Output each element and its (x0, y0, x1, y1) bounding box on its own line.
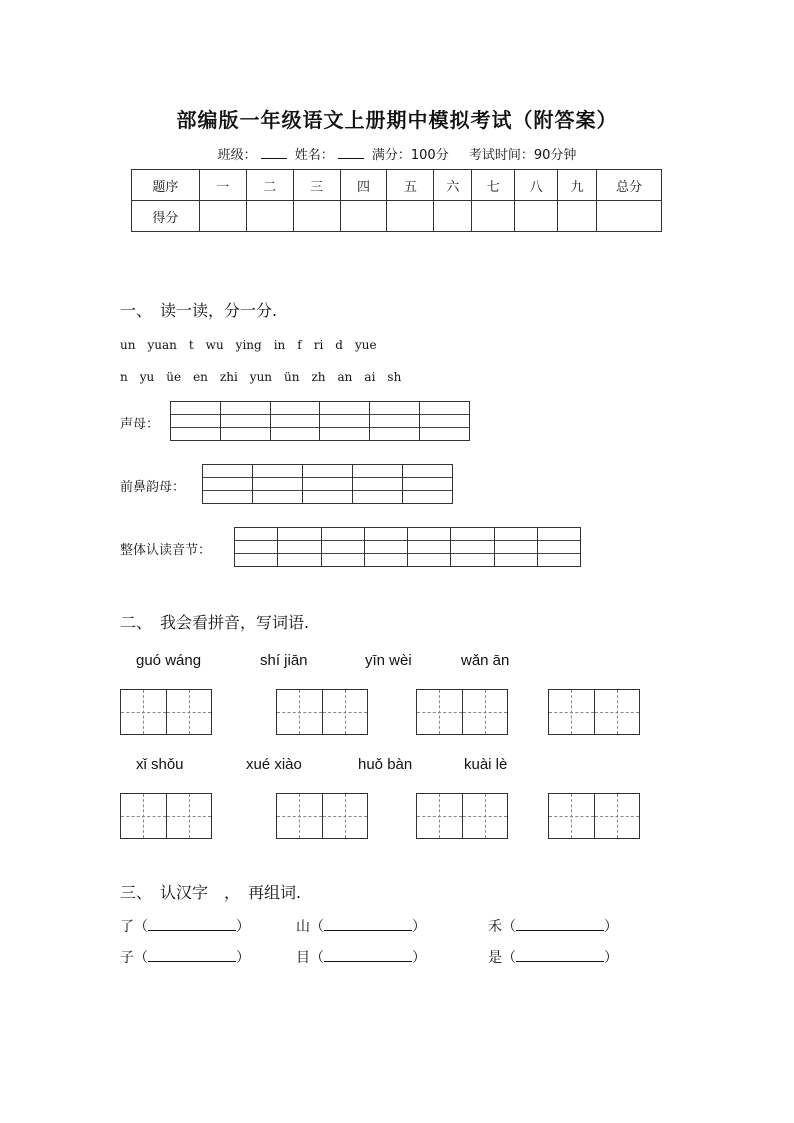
section2-heading: 二、 我会看拼音，写词语. (120, 613, 310, 632)
answer-blank[interactable] (148, 949, 236, 962)
score-table (131, 169, 662, 232)
class-blank[interactable] (261, 146, 287, 159)
char: 了 (120, 919, 134, 935)
full-score: 满分：100分 (371, 148, 449, 163)
class-label: 班级： (217, 148, 257, 163)
pinyin-word: xué xiào (246, 756, 302, 773)
score-cell[interactable] (293, 201, 340, 232)
pinyin-word: xǐ shǒu (136, 756, 184, 773)
score-cell[interactable] (597, 201, 662, 232)
score-header-row (132, 170, 662, 201)
zhengti-grid[interactable] (234, 527, 581, 567)
section1-heading: 一、 读一读，分一分. (120, 301, 278, 320)
student-info (0, 144, 794, 163)
name-blank[interactable] (338, 146, 364, 159)
score-cell[interactable] (472, 201, 515, 232)
answer-blank[interactable] (324, 949, 412, 962)
score-cell[interactable] (246, 201, 293, 232)
score-cell[interactable] (199, 201, 246, 232)
char-item: 山（ ） (296, 919, 426, 935)
char-item: 是（ ） (488, 950, 618, 966)
score-value-row (132, 201, 662, 232)
score-cell[interactable] (515, 201, 558, 232)
exam-time: 考试时间：90分钟 (468, 148, 577, 163)
pinyin-word: huǒ bàn (358, 756, 413, 773)
tianzige-box[interactable] (548, 689, 640, 735)
pinyin-word: guó wáng (136, 652, 202, 669)
pinyin-word: yīn wèi (365, 652, 412, 669)
name-label: 姓名： (294, 148, 334, 163)
answer-blank[interactable] (324, 918, 412, 931)
pinyin-word: shí jiān (260, 652, 308, 669)
qianbi-label: 前鼻韵母： (120, 480, 186, 495)
tianzige-box[interactable] (120, 689, 212, 735)
pinyin-line-1: un yuan t wu ying in f ri d yue (120, 338, 377, 352)
score-header-cell: 一 (199, 170, 246, 201)
score-header-cell: 八 (515, 170, 558, 201)
pinyin-line-2: n yu üe en zhi yun ün zh an ai sh (120, 370, 402, 384)
tianzige-box[interactable] (416, 689, 508, 735)
answer-blank[interactable] (516, 918, 604, 931)
answer-blank[interactable] (516, 949, 604, 962)
tianzige-box[interactable] (416, 793, 508, 839)
qianbi-grid[interactable] (202, 464, 453, 504)
score-header-cell: 四 (340, 170, 387, 201)
tianzige-box[interactable] (276, 689, 368, 735)
page-title: 部编版一年级语文上册期中模拟考试（附答案） (176, 108, 618, 132)
score-cell[interactable] (558, 201, 597, 232)
char: 子 (120, 950, 134, 966)
score-header-cell: 七 (472, 170, 515, 201)
score-cell[interactable] (387, 201, 434, 232)
char: 山 (296, 919, 310, 935)
shengmu-label: 声母： (120, 417, 160, 432)
score-header-cell: 九 (558, 170, 597, 201)
score-cell[interactable] (340, 201, 387, 232)
shengmu-grid[interactable] (170, 401, 470, 441)
char: 是 (488, 950, 502, 966)
char-item: 禾（ ） (488, 919, 618, 935)
char-item: 目（ ） (296, 950, 426, 966)
pinyin-word: kuài lè (464, 756, 508, 773)
char-item: 了（ ） (120, 919, 250, 935)
score-row-label: 得分 (132, 201, 200, 232)
tianzige-box[interactable] (120, 793, 212, 839)
char: 禾 (488, 919, 502, 935)
tianzige-box[interactable] (276, 793, 368, 839)
pinyin-word: wǎn ān (461, 652, 510, 669)
answer-blank[interactable] (148, 918, 236, 931)
char: 目 (296, 950, 310, 966)
char-item: 子（ ） (120, 950, 250, 966)
score-header-cell: 五 (387, 170, 434, 201)
score-header-cell: 六 (434, 170, 472, 201)
zhengti-label: 整体认读音节： (120, 543, 212, 558)
score-header-cell: 三 (293, 170, 340, 201)
score-cell[interactable] (434, 201, 472, 232)
score-header-cell: 二 (246, 170, 293, 201)
score-header-cell: 总分 (597, 170, 662, 201)
tianzige-box[interactable] (548, 793, 640, 839)
section3-heading: 三、 认汉字 ， 再组词. (120, 883, 302, 902)
score-header-cell: 题序 (132, 170, 200, 201)
